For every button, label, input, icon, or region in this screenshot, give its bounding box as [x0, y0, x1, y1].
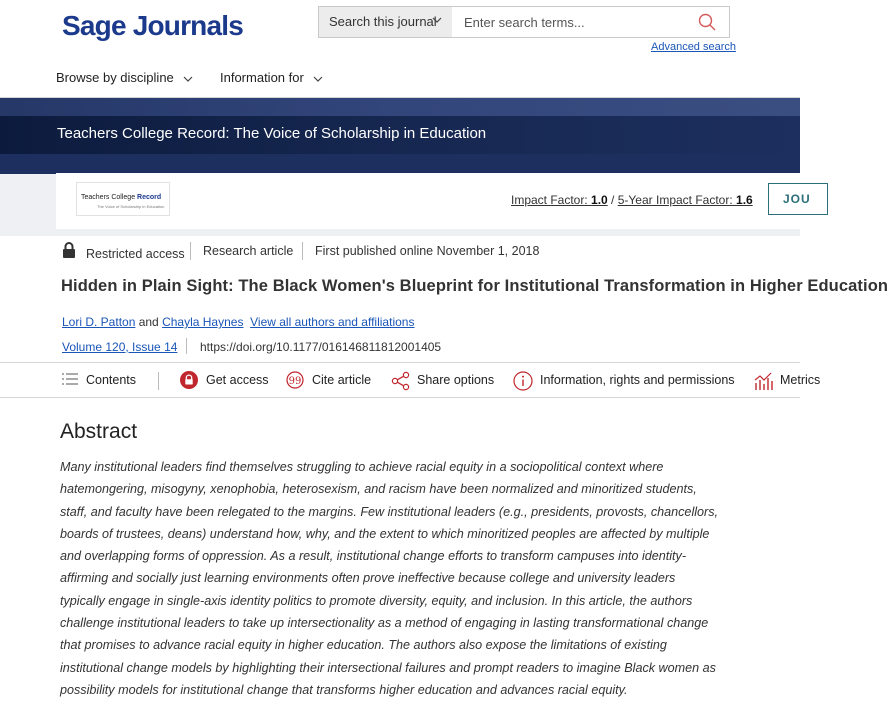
impact-factor-link[interactable]: [511, 193, 608, 207]
sage-journals-logo[interactable]: Sage Journals: [62, 10, 244, 41]
bar-chart-icon: [754, 371, 774, 391]
metrics-separator: /: [607, 193, 618, 207]
article-toolbar: [0, 362, 821, 398]
publication-date: First published online November 1, 2018: [315, 244, 540, 258]
search-icon[interactable]: [697, 12, 717, 32]
author-link[interactable]: Lori D. Patton: [62, 315, 136, 329]
author-conjunction: and: [135, 315, 163, 329]
cite-article-label: Cite article: [312, 373, 372, 387]
lock-icon: [180, 371, 198, 389]
metrics-label: Metrics: [780, 373, 821, 387]
journal-banner-title[interactable]: Teachers College Record: The Voice of Scholarship in Education: [57, 125, 487, 142]
chevron-down-icon: [432, 15, 442, 25]
chevron-down-icon: [183, 75, 193, 83]
journal-homepage-button[interactable]: JOU: [768, 183, 828, 215]
quote-icon: [286, 371, 304, 389]
doi-text[interactable]: https://doi.org/10.1177/016146811812001405: [200, 340, 442, 354]
journal-banner: [0, 98, 800, 154]
five-year-impact-factor-value: 1.6: [736, 193, 753, 207]
meta-divider: [302, 242, 303, 260]
impact-factor-label: Impact Factor:: [511, 193, 592, 207]
share-icon: [391, 371, 411, 391]
article-type: Research article: [203, 244, 294, 258]
abstract-text: Many institutional leaders find themselves struggling to achieve racial equity in a sociopolitical context where hatemongering, misogyny, xenophobia, heterosexism, and racism have been normalized and minoritized students, staff, and faculty have been relegated to the margins. Few institutional leaders (e.g., presidents, provosts, chancellors, boards of trustees, deans) understand how, why, and the extent to which minoritized peoples are affected by multiple and overlapping forms of oppression. As a result, institutional change efforts to transform campuses into identity-affirming and socially just learning environments often prove ineffective because college and university leaders typically engage in single-axis identity politics to promote diversity, equity, and inclusion. In this article, the authors challenge institutional leaders to take up intersectionality as a method of engaging in lasting transformational change that promises to advance racial equity in higher education. The authors also expose the limitations of existing institutional change models by highlighting their intersectional failures and prompt readers to imagine Black women as possibility models for institutional change that transforms higher education and advances racial equity.: [60, 460, 719, 697]
view-all-authors-link[interactable]: View all authors and affiliations: [250, 315, 415, 329]
journal-logo-wordmark: [81, 194, 161, 201]
toolbar-divider: [158, 372, 159, 390]
journal-logo-text: Teachers College: [81, 194, 138, 201]
info-icon: [513, 371, 533, 391]
nav-item-label: Information for: [220, 70, 304, 85]
volume-issue: [62, 340, 177, 354]
svg-text:99: 99: [288, 376, 302, 387]
search-scope-dropdown[interactable]: [318, 6, 453, 38]
chevron-down-icon: [313, 75, 323, 83]
nav-information-for[interactable]: [220, 70, 323, 85]
journal-logo-text-bold: Record: [137, 194, 162, 201]
list-icon: [62, 371, 78, 387]
information-rights-label: Information, rights and permissions: [540, 373, 735, 387]
lock-icon: [62, 241, 76, 259]
main-nav: [0, 60, 800, 98]
journal-logo-subtitle: The Voice of Scholarship in Education: [97, 204, 165, 209]
get-access-label: Get access: [206, 373, 269, 387]
advanced-search-link[interactable]: Advanced search: [651, 41, 736, 53]
meta-divider: [190, 242, 191, 260]
nav-item-label: Browse by discipline: [56, 70, 174, 85]
journal-metrics: [511, 193, 753, 207]
five-year-impact-factor-link[interactable]: [618, 193, 753, 207]
search-scope-label: Search this journal: [329, 14, 437, 29]
site-header: [0, 0, 800, 60]
author-link[interactable]: Chayla Haynes: [162, 315, 244, 329]
journal-cover-logo[interactable]: [76, 182, 170, 216]
abstract-heading: Abstract: [60, 420, 138, 443]
access-status: Restricted access: [86, 247, 185, 261]
contents-label: Contents: [86, 373, 137, 387]
nav-browse-by-discipline[interactable]: [56, 70, 193, 85]
article-title: Hidden in Plain Sight: The Black Women's Blueprint for Institutional Transformation in Higher Education: [61, 277, 888, 295]
meta-divider: [186, 338, 187, 354]
author-list: [62, 315, 414, 329]
impact-factor-value: 1.0: [591, 193, 608, 207]
volume-issue-link[interactable]: Volume 120, Issue 14: [62, 340, 178, 354]
five-year-impact-factor-label: 5-Year Impact Factor:: [617, 193, 737, 207]
share-options-label: Share options: [417, 373, 495, 387]
search-input[interactable]: [452, 6, 730, 38]
